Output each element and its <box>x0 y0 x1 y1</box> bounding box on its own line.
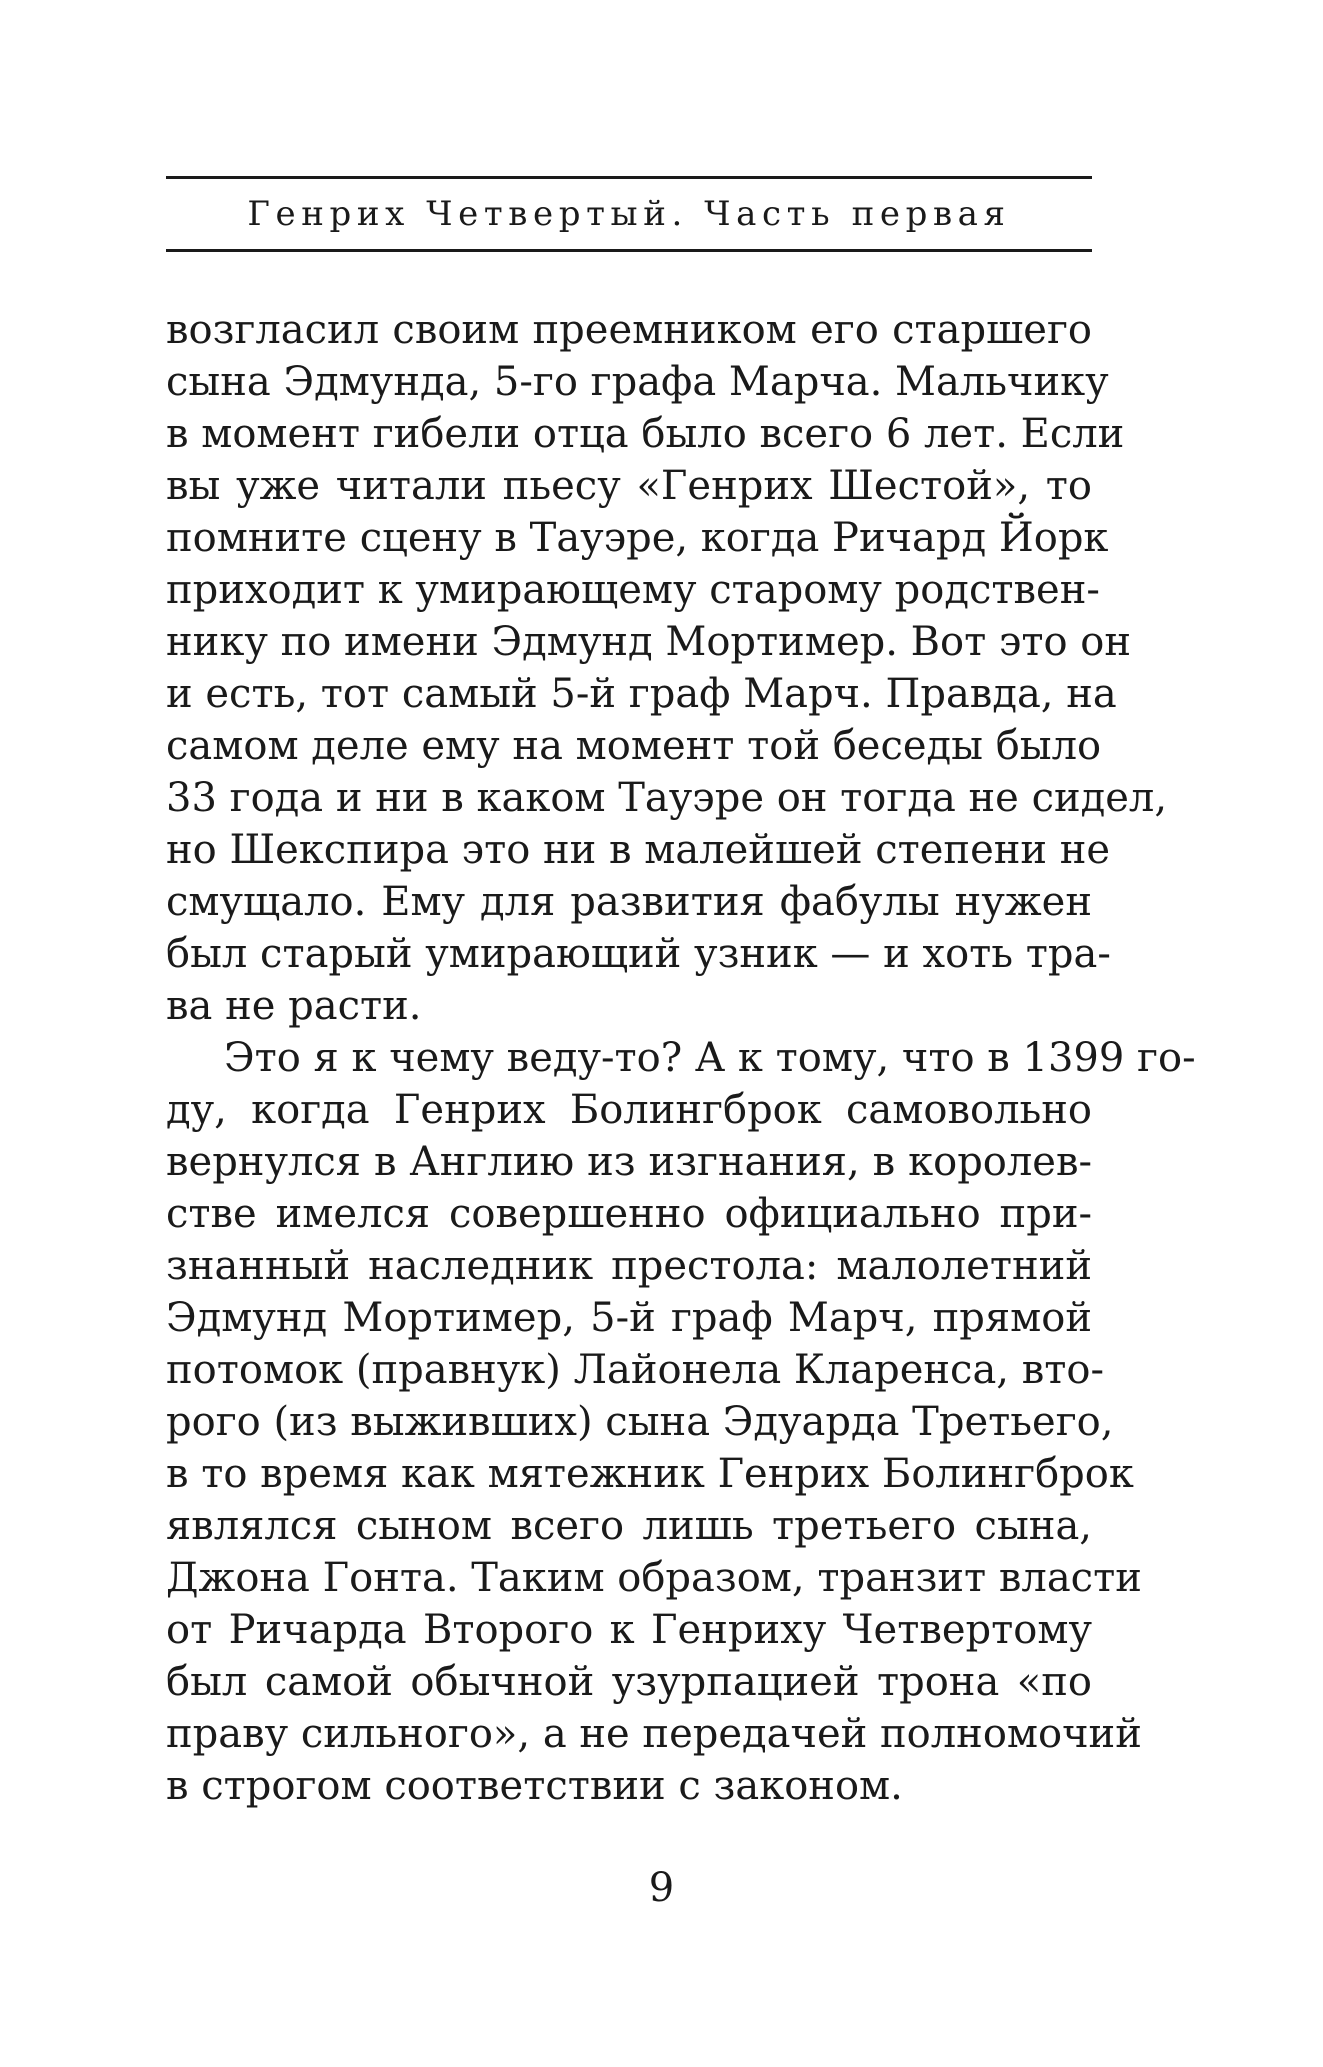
text-line: и есть, тот самый 5-й граф Марч. Правда, на <box>166 671 1117 717</box>
text-line: вернулся в Англию из изгнания, в королев- <box>166 1139 1092 1185</box>
text-line: потомок (правнук) Лайонела Кларенса, вто- <box>166 1347 1104 1393</box>
text-line: рого (из выживших) сына Эдуарда Третьего, <box>166 1399 1114 1445</box>
text-line: Это я к чему веду-то? А к тому, что в 1399 го- <box>224 1035 1196 1081</box>
paragraph-1 <box>166 304 1168 1032</box>
text-line: нику по имени Эдмунд Мортимер. Вот это он <box>166 619 1132 665</box>
paragraph-2 <box>166 1032 1196 1812</box>
text-line: возгласил своим преемником его старшего <box>166 307 1092 353</box>
text-line: был старый умирающий узник — и хоть тра- <box>166 931 1111 977</box>
text-line: в момент гибели отца было всего 6 лет. Если <box>166 411 1125 457</box>
text-line: смущало. Ему для развития фабулы нужен <box>166 879 1092 925</box>
text-line: ду, когда Генрих Болингброк самовольно <box>166 1087 1092 1133</box>
text-line: помните сцену в Тауэре, когда Ричард Йорк <box>166 515 1109 561</box>
text-line: но Шекспира это ни в малейшей степени не <box>166 827 1111 873</box>
text-line: в строгом соответствии с законом. <box>166 1763 903 1809</box>
text-line: Джона Гонта. Таким образом, транзит власти <box>166 1555 1142 1601</box>
text-line: знанный наследник престола: малолетний <box>166 1243 1092 1289</box>
running-head-title: Генрих Четвертый. Часть первая <box>247 194 1011 234</box>
text-line: стве имелся совершенно официально при- <box>166 1191 1092 1237</box>
text-line: ва не расти. <box>166 983 422 1029</box>
text-line: праву сильного», а не передачей полномочий <box>166 1711 1142 1757</box>
text-line: от Ричарда Второго к Генриху Четвертому <box>166 1607 1092 1653</box>
text-line: 33 года и ни в каком Тауэре он тогда не сидел, <box>166 775 1168 821</box>
text-line: в то время как мятежник Генрих Болингброк <box>166 1451 1134 1497</box>
text-line: Эдмунд Мортимер, 5-й граф Марч, прямой <box>166 1295 1092 1341</box>
text-line: вы уже читали пьесу «Генрих Шестой», то <box>166 463 1092 509</box>
text-line: сына Эдмунда, 5-го графа Марча. Мальчику <box>166 359 1109 405</box>
text-line: являлся сыном всего лишь третьего сына, <box>166 1503 1092 1549</box>
page-number: 9 <box>648 1865 675 1911</box>
text-line: самом деле ему на момент той беседы было <box>166 723 1102 769</box>
running-header <box>166 176 1092 252</box>
body-text <box>166 304 1196 1812</box>
text-line: был самой обычной узурпацией трона «по <box>166 1659 1092 1705</box>
text-line: приходит к умирающему старому родствен- <box>166 567 1100 613</box>
